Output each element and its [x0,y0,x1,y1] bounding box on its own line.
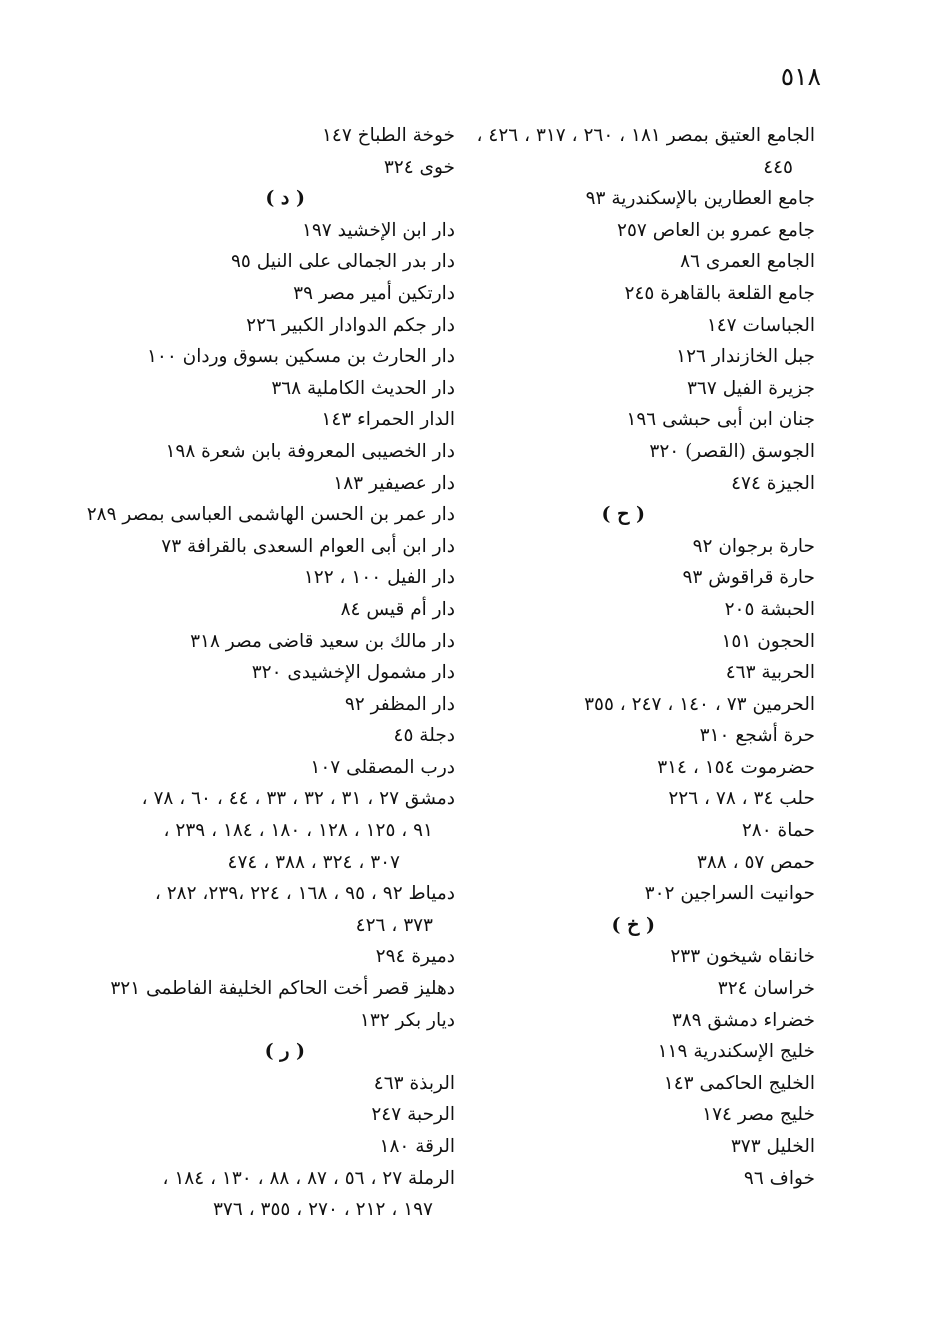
index-entry: دار عمر بن الحسن الهاشمى العباسى بمصر ٢٨٩ [86,504,455,526]
index-entry: حضرموت ١٥٤ ، ٣١٤ [657,756,815,778]
index-entry: جامع العطارين بالإسكندرية ٩٣ [585,188,815,210]
index-entry: ديار بكر ١٣٢ [359,1009,455,1031]
index-entry: الربذة ٤٦٣ [373,1072,455,1094]
index-entry: دار الفيل ١٠٠ ، ١٢٢ [303,567,455,589]
index-entry-continuation: ١٩٧ ، ٢١٢ ، ٢٧٠ ، ٣٥٥ ، ٣٧٦ [213,1199,433,1221]
index-entry: دار عصيفير ١٨٣ [333,472,455,494]
index-entry: دجلة ٤٥ [393,725,455,747]
index-entry: حلب ٣٤ ، ٧٨ ، ٢٢٦ [668,788,815,810]
index-entry: دار الخصيبى المعروفة بابن شعرة ١٩٨ [165,440,455,462]
index-entry: دارتكين أمير مصر ٣٩ [293,282,455,304]
index-entry: الجباسات ١٤٧ [706,314,815,336]
index-entry: دار ابن أبى العوام السعدى بالقرافة ٧٣ [161,535,455,557]
index-entry: خواف ٩٦ [743,1167,815,1189]
index-entry: دار جكم الدوادار الكبير ٢٢٦ [246,314,455,336]
index-entry: حوانيت السراجين ٣٠٢ [644,883,815,905]
index-entry: الرقة ١٨٠ [379,1136,455,1157]
index-entry: دار الحديث الكاملية ٣٦٨ [271,377,455,399]
index-entry: دار أم قيس ٨٤ [340,598,455,620]
index-entry: خانقاه شيخون ٢٣٣ [670,946,815,968]
index-entry: الخليج الحاكمى ١٤٣ [663,1072,815,1094]
index-entry: حماة ٢٨٠ [741,820,815,842]
index-entry: دار بدر الجمالى على النيل ٩٥ [230,251,455,273]
index-entry: جامع عمرو بن العاص ٢٥٧ [617,219,815,241]
section-letter-heading: ( ر ) [264,1040,305,1063]
index-entry: الحبشة ٢٠٥ [724,598,815,620]
index-entry: دار ابن الإخشيد ١٩٧ [301,219,455,241]
index-entry: دميرة ٢٩٤ [375,946,455,968]
index-entry: الحجون ١٥١ [721,630,815,652]
index-entry: حارة قراقوش ٩٣ [682,567,815,589]
page-number: ٥١٨ [780,62,821,91]
index-entry: الدار الحمراء ١٤٣ [321,409,455,431]
index-entry: دمشق ٢٧ ، ٣١ ، ٣٢ ، ٣٣ ، ٤٤ ، ٦٠ ، ٧٨ ، [141,788,455,810]
index-entry: الخليل ٣٧٣ [730,1136,815,1157]
index-entry: خراسان ٣٢٤ [717,978,815,1000]
section-letter-heading: ( خ ) [611,913,655,936]
index-entry-continuation: ٩١ ، ١٢٥ ، ١٢٨ ، ١٨٠ ، ١٨٤ ، ٢٣٩ ، [163,820,433,842]
section-letter-heading: ( ح ) [601,503,645,526]
index-entry: جبل الخازندار ١٢٦ [676,346,815,368]
index-entry: دهليز قصر أخت الحاكم الخليفة الفاطمى ٣٢١ [110,978,455,1000]
index-entry: دار مالك بن سعيد قاضى مصر ٣١٨ [190,630,455,652]
index-entry: حارة برجوان ٩٢ [692,535,815,557]
index-entry: حرة أشجع ٣١٠ [699,725,815,747]
index-entry: دار المظفر ٩٢ [344,693,455,715]
index-entry: جامع القلعة بالقاهرة ٢٤٥ [624,282,815,304]
index-entry-continuation: ٣٠٧ ، ٣٢٤ ، ٣٨٨ ، ٤٧٤ [227,851,400,873]
index-entry: درب المصقلى ١٠٧ [310,756,455,778]
index-entry: دمياط ٩٢ ، ٩٥ ، ١٦٨ ، ٢٢٤ ،٢٣٩، ٢٨٢ ، [154,883,455,905]
index-entry: الحرمين ٧٣ ، ١٤٠ ، ٢٤٧ ، ٣٥٥ [584,693,815,715]
index-entry-continuation: ٤٤٥ [763,156,793,178]
index-entry: الحربية ٤٦٣ [725,662,815,684]
index-entry-continuation: ٣٧٣ ، ٤٢٦ [355,914,433,936]
index-entry: جنان ابن أبى حبشى ١٩٦ [626,409,815,431]
index-entry: الجامع العمرى ٨٦ [680,251,815,273]
index-column-left [86,120,455,1226]
index-column-right [465,120,815,1194]
index-entry: خوخة الطباخ ١٤٧ [321,125,455,146]
index-entry: دار مشمول الإخشيدى ٣٢٠ [251,662,455,684]
index-entry: الجامع العتيق بمصر ١٨١ ، ٢٦٠ ، ٣١٧ ، ٤٢٦ ، [476,125,815,146]
index-entry: الرملة ٢٧ ، ٥٦ ، ٨٧ ، ٨٨ ، ١٣٠ ، ١٨٤ ، [162,1167,455,1189]
index-entry: حمص ٥٧ ، ٣٨٨ [696,851,815,873]
index-entry: خليج مصر ١٧٤ [702,1104,815,1126]
index-entry: دار الحارث بن مسكين بسوق وردان ١٠٠ [146,346,455,368]
index-entry: الجيزة ٤٧٤ [731,472,815,494]
index-entry: خوى ٣٢٤ [383,156,455,178]
index-entry: الجوسق (القصر) ٣٢٠ [649,440,815,462]
section-letter-heading: ( د ) [265,187,305,210]
index-entry: خضراء دمشق ٣٨٩ [671,1009,815,1031]
index-entry: خليج الإسكندرية ١١٩ [657,1041,815,1063]
index-entry: جزيرة الفيل ٣٦٧ [687,377,815,399]
index-entry: الرحبة ٢٤٧ [371,1104,455,1126]
